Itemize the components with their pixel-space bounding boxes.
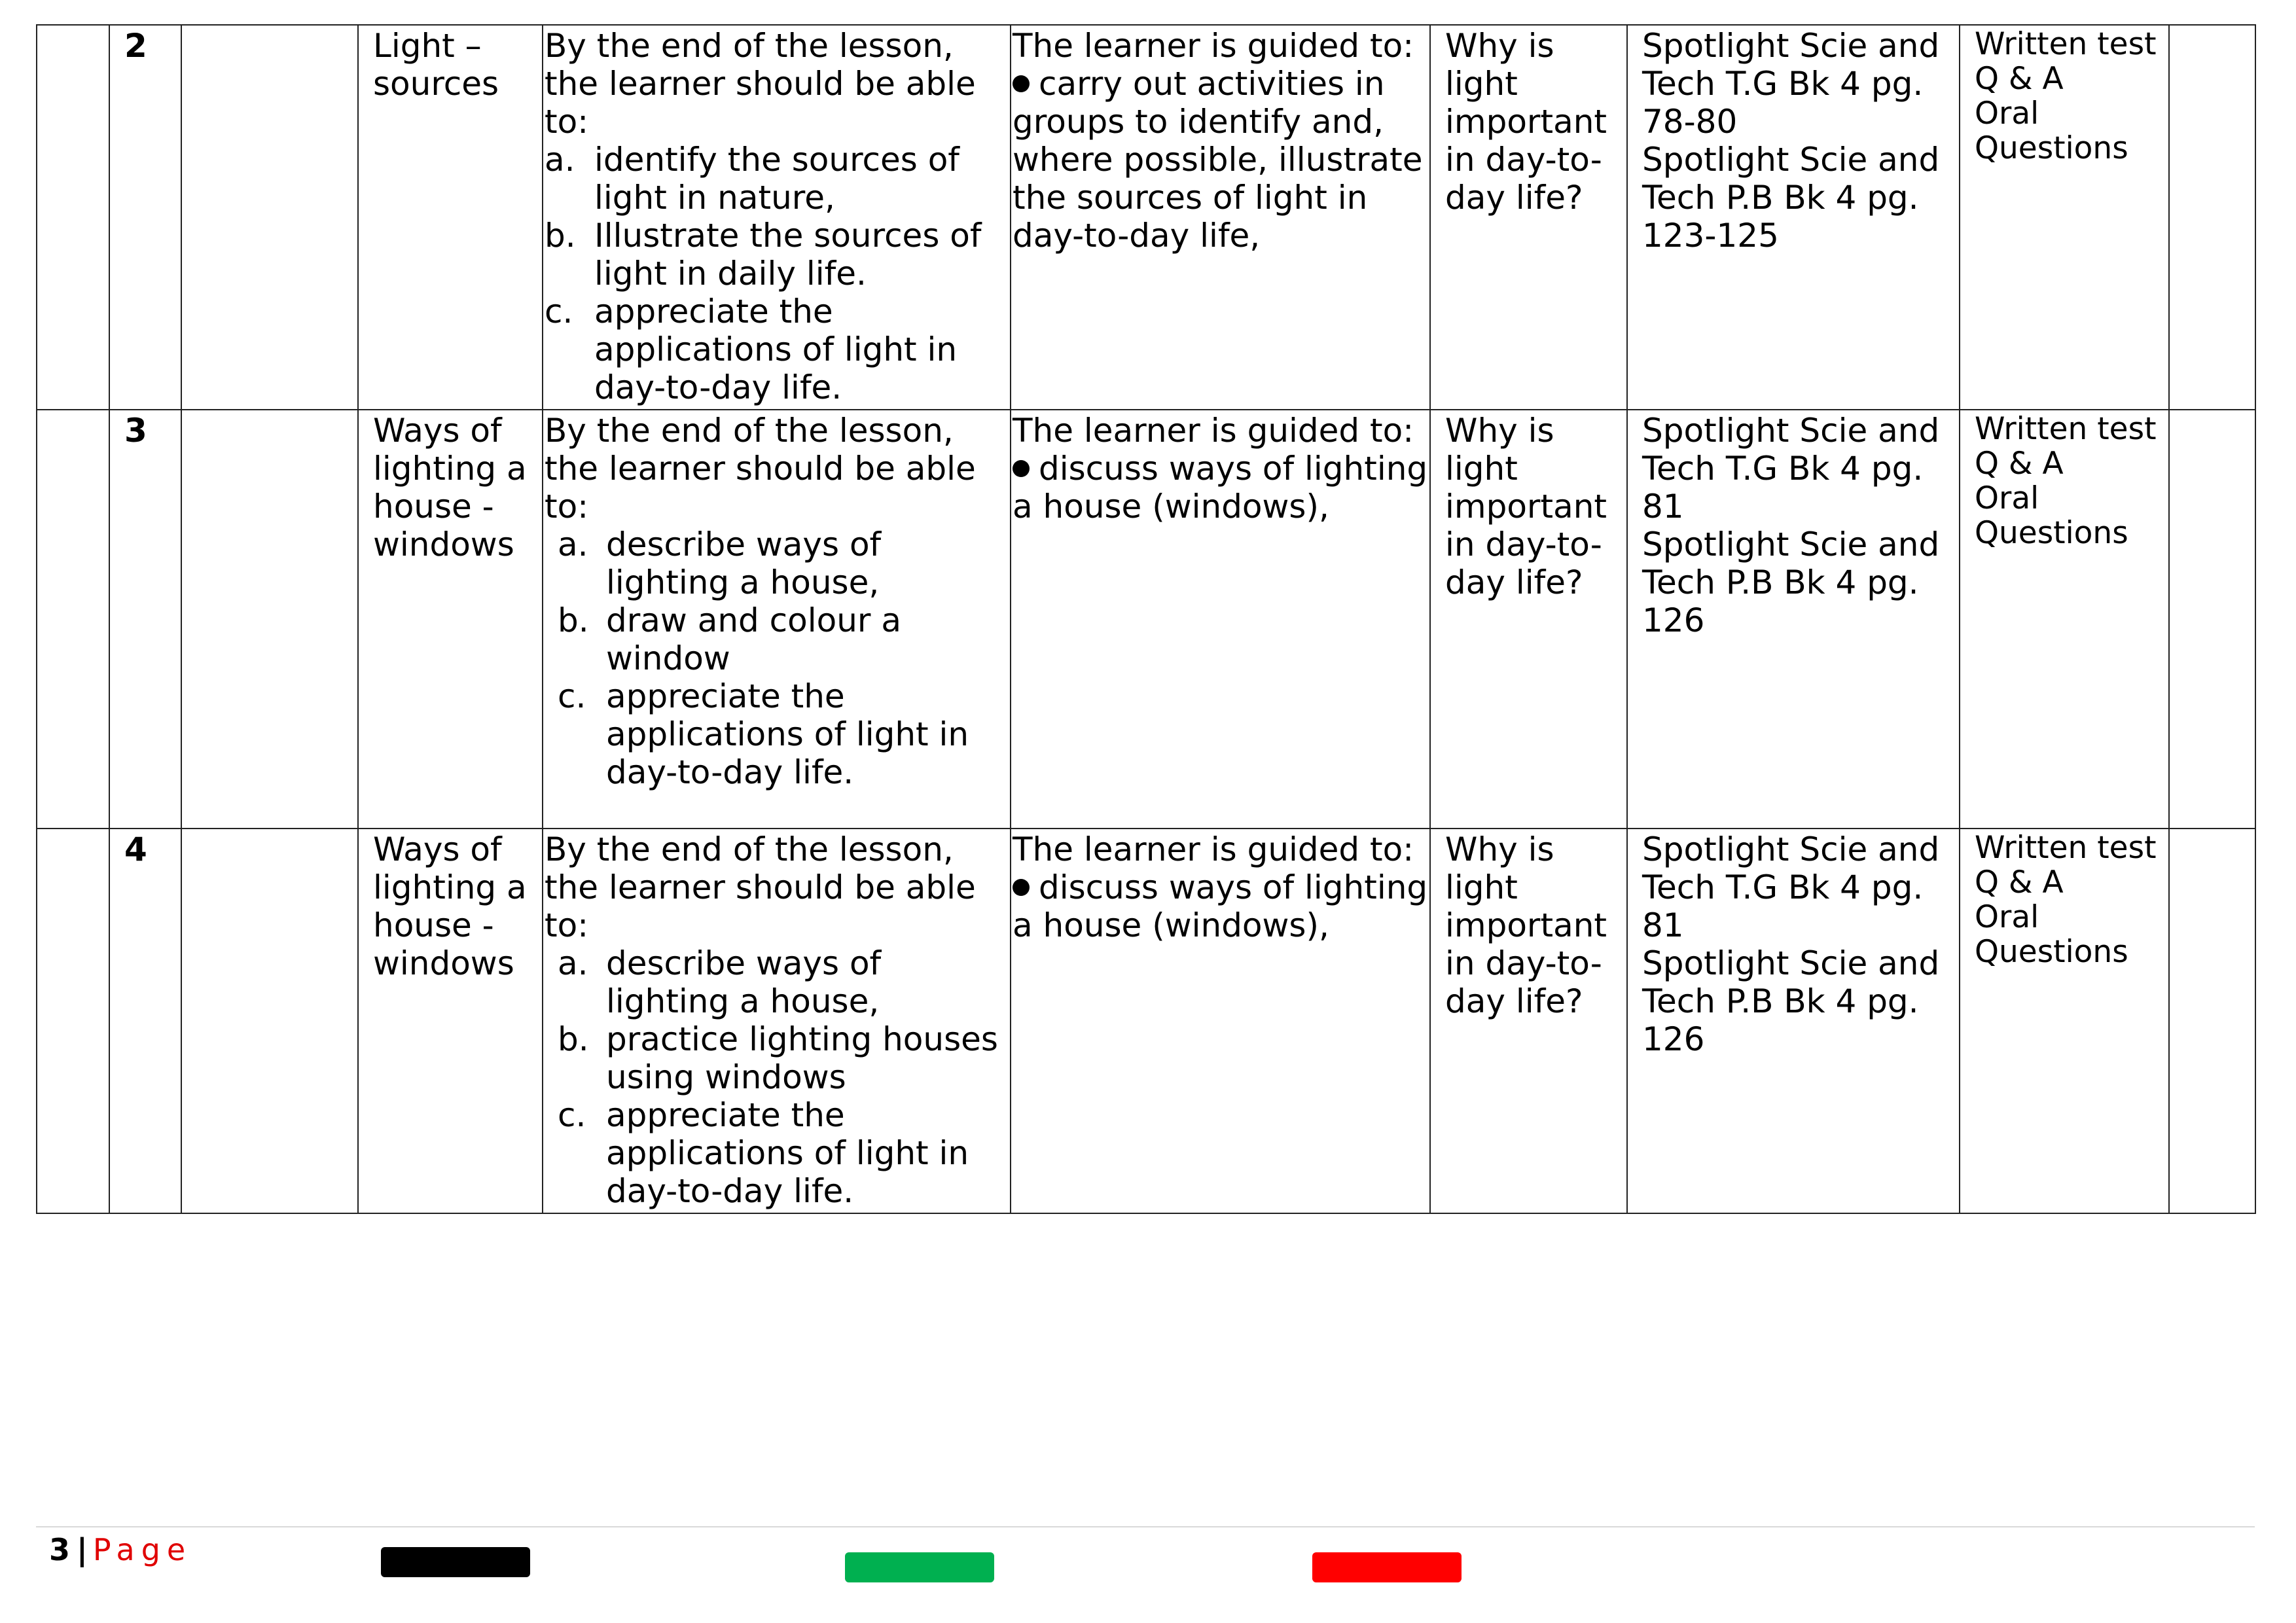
page-footer [49,1531,192,1568]
table-row [37,829,2255,1213]
scheme-of-work-table [36,24,2256,1214]
outcome-text: describe ways of lighting a house, [606,944,882,1020]
resource-item: Spotlight Scie and Tech T.G Bk 4 pg. 81 [1642,412,1940,526]
learning-experiences-cell [1011,410,1430,829]
bullet-icon [1013,879,1030,896]
green-stripe-decoration [845,1552,994,1582]
assessment-item: Questions [1975,934,2128,970]
resource-item: Spotlight Scie and Tech T.G Bk 4 pg. 81 [1642,830,1940,944]
resources-cell [1627,410,1960,829]
sub-strand-cell: Ways of lighting a house - windows [358,829,543,1213]
learning-experiences-cell [1011,829,1430,1213]
learning-outcomes-cell [543,25,1011,410]
week-cell [37,25,109,410]
outcomes-list [545,526,1010,791]
resource-item: Spotlight Scie and Tech P.B Bk 4 pg. 126 [1642,526,1940,639]
assessment-cell [1960,410,2169,829]
list-item [545,526,1010,601]
list-item [545,1020,1010,1096]
resources-cell [1627,829,1960,1213]
outcome-text: describe ways of lighting a house, [606,526,882,601]
learning-outcomes-cell [543,410,1011,829]
table-row [37,410,2255,829]
assessment-item: Written test [1975,411,2157,447]
lesson-number-cell: 2 [109,25,181,410]
inquiry-question-cell: Why is light important in day-to-day life? [1430,829,1627,1213]
assessment-item: Oral [1975,899,2039,935]
list-item [1013,450,1429,526]
outcome-text: identify the sources of light in nature, [594,141,960,217]
list-marker: a. [558,944,588,982]
outcome-text: Illustrate the sources of light in daily life. [594,217,982,293]
list-item [545,601,1010,677]
table-body [37,25,2255,1213]
bullet-icon [1013,460,1030,477]
experiences-intro: The learner is guided to: [1013,27,1414,65]
assessment-item: Oral [1975,480,2039,516]
assessment-item: Oral [1975,96,2039,132]
resource-item: Spotlight Scie and Tech P.B Bk 4 pg. 126 [1642,944,1940,1058]
learning-outcomes-cell [543,829,1011,1213]
bullet-icon [1013,75,1030,92]
footer-divider [36,1526,2255,1527]
assessment-item: Q & A [1975,61,2064,97]
list-marker: c. [545,293,573,330]
sub-strand-cell: Light – sources [358,25,543,410]
outcomes-intro: By the end of the lesson, the learner should be able to: [545,412,976,526]
list-marker: a. [558,526,588,563]
inquiry-question-cell: Why is light important in day-to-day life? [1430,25,1627,410]
list-item [545,141,1010,217]
resource-item: Spotlight Scie and Tech P.B Bk 4 pg. 123-125 [1642,141,1940,255]
week-cell [37,410,109,829]
outcome-text: draw and colour a window [606,601,902,677]
assessment-item: Questions [1975,515,2128,551]
page-label: Page [92,1532,192,1567]
outcome-text: appreciate the applications of light in day-to-day life. [594,293,958,406]
lesson-number-cell: 4 [109,829,181,1213]
assessment-item: Questions [1975,130,2128,166]
outcomes-list [545,944,1010,1210]
learning-experiences-cell [1011,25,1430,410]
footer-separator: | [77,1532,88,1567]
outcome-text: appreciate the applications of light in day-to-day life. [606,677,969,791]
resources-cell [1627,25,1960,410]
assessment-cell [1960,829,2169,1213]
strand-cell [181,829,358,1213]
experience-text: discuss ways of lighting a house (windows), [1013,450,1428,526]
experience-text: carry out activities in groups to identify and, where possible, illustrate the sources of light in day-to-day life, [1013,65,1423,255]
inquiry-question-cell: Why is light important in day-to-day life? [1430,410,1627,829]
outcomes-intro: By the end of the lesson, the learner should be able to: [545,27,976,141]
assessment-item: Q & A [1975,865,2064,901]
list-item [1013,65,1429,255]
assessment-item: Q & A [1975,446,2064,482]
outcome-text: practice lighting houses using windows [606,1020,998,1096]
list-item [545,1096,1010,1210]
page-number: 3 [49,1532,71,1567]
strand-cell [181,410,358,829]
list-item [545,293,1010,406]
experiences-intro: The learner is guided to: [1013,830,1414,868]
list-item [545,677,1010,791]
assessment-item: Written test [1975,830,2157,866]
outcomes-list [545,141,1010,406]
list-marker: a. [545,141,575,179]
assessment-cell [1960,25,2169,410]
week-cell [37,829,109,1213]
list-marker: b. [545,217,576,255]
red-stripe-decoration [1312,1552,1462,1582]
remarks-cell [2169,25,2255,410]
table-row [37,25,2255,410]
list-item [545,217,1010,293]
assessment-item: Written test [1975,26,2157,62]
outcomes-intro: By the end of the lesson, the learner should be able to: [545,830,976,944]
remarks-cell [2169,829,2255,1213]
black-stripe-decoration [381,1547,530,1577]
list-marker: b. [558,1020,589,1058]
remarks-cell [2169,410,2255,829]
list-marker: b. [558,601,589,639]
experience-text: discuss ways of lighting a house (windows), [1013,868,1428,944]
lesson-number-cell: 3 [109,410,181,829]
list-marker: c. [558,1096,586,1134]
list-item [1013,868,1429,944]
strand-cell [181,25,358,410]
list-marker: c. [558,677,586,715]
outcome-text: appreciate the applications of light in day-to-day life. [606,1096,969,1210]
resource-item: Spotlight Scie and Tech T.G Bk 4 pg. 78-80 [1642,27,1940,141]
sub-strand-cell: Ways of lighting a house - windows [358,410,543,829]
list-item [545,944,1010,1020]
experiences-intro: The learner is guided to: [1013,412,1414,450]
